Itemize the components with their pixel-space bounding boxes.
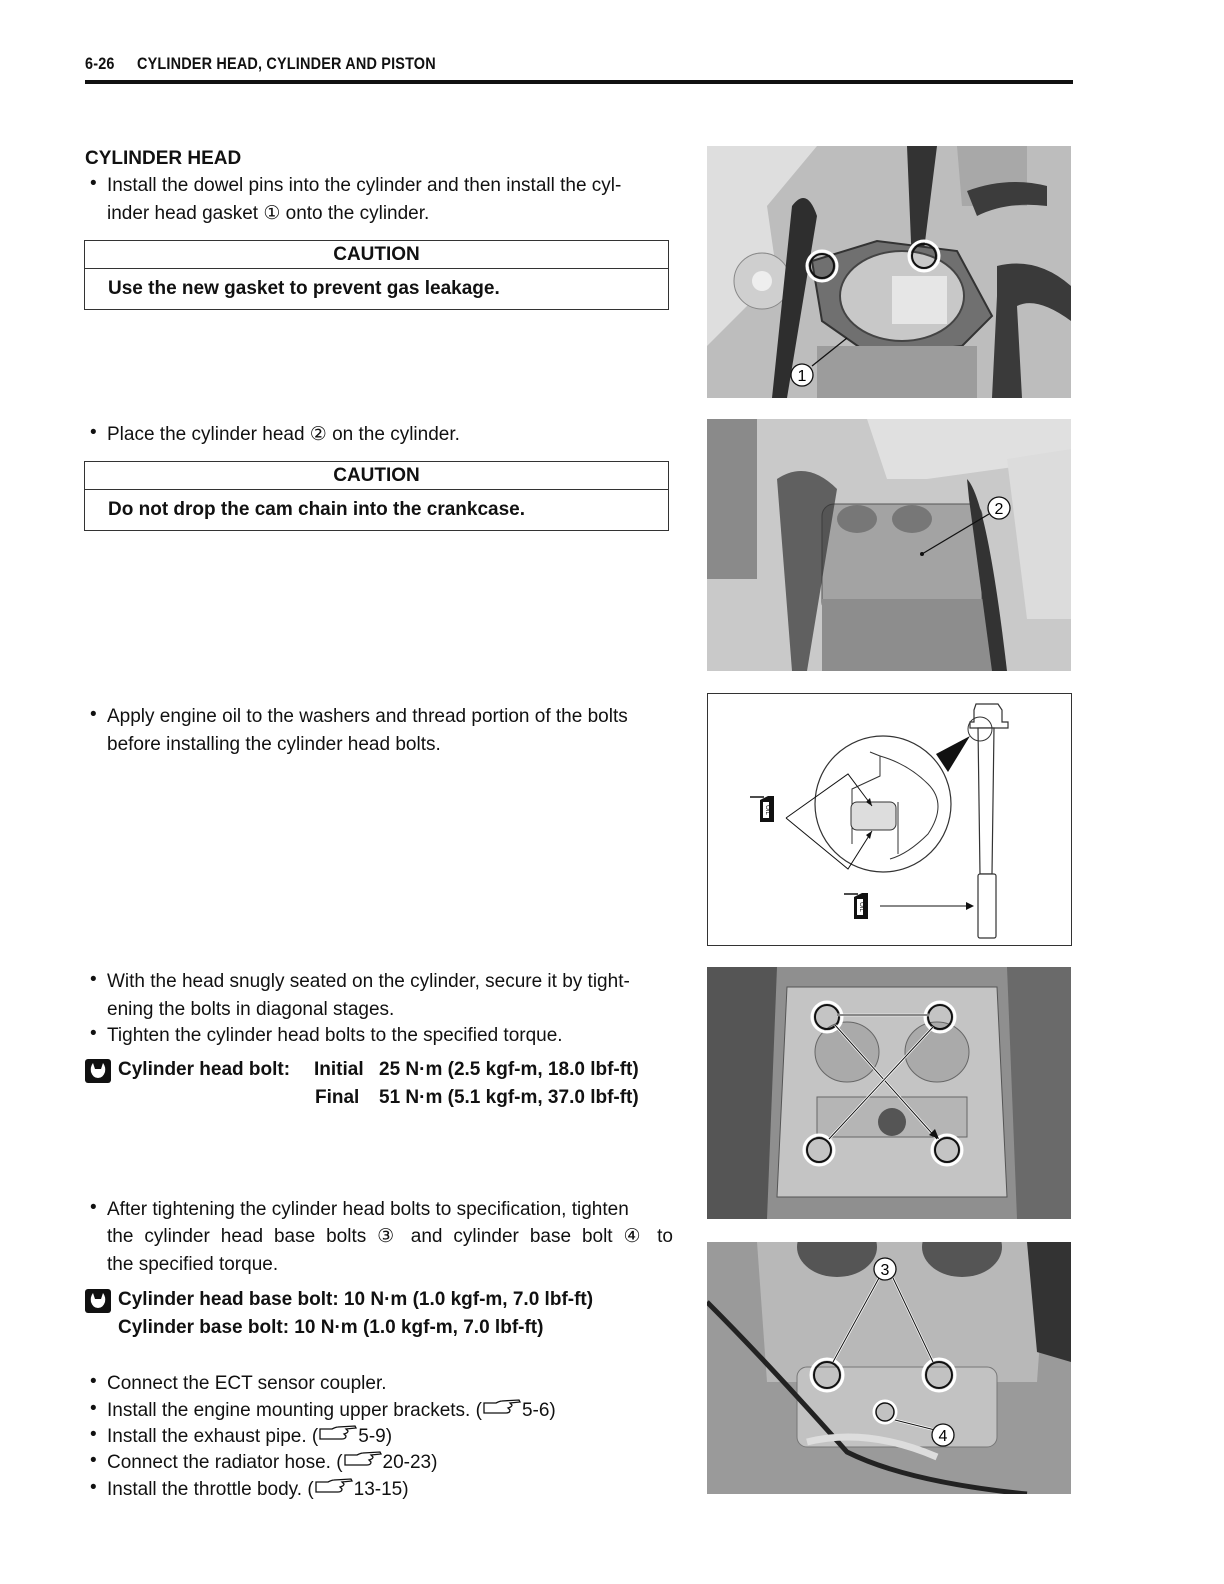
reference-hand-icon <box>482 1397 522 1424</box>
spec-line: Cylinder head base bolt: 10 N·m (1.0 kgf-m, 7.0 lbf-ft) <box>118 1289 594 1310</box>
svg-text:OIL: OIL <box>764 805 770 815</box>
spec-initial-label: Initial <box>314 1059 364 1080</box>
step-text: before installing the cylinder head bolts. <box>107 734 441 755</box>
diagram-bolt-oil <box>707 693 1072 946</box>
bullet: • <box>90 1424 97 1445</box>
step-text: the specified torque. <box>107 1254 279 1275</box>
spec-line: Cylinder base bolt: 10 N·m (1.0 kgf-m, 7.0 lbf-ft) <box>118 1317 544 1338</box>
bullet: • <box>90 969 97 990</box>
spec-final-value: 51 N·m (5.1 kgf-m, 37.0 lbf-ft) <box>379 1087 639 1108</box>
reference-link[interactable]: 5-6) <box>521 1400 556 1421</box>
section-title: CYLINDER HEAD <box>85 148 242 169</box>
bullet: • <box>90 1023 97 1044</box>
spec-final-label: Final <box>315 1087 360 1108</box>
caution-box <box>84 461 669 531</box>
caution-box <box>84 240 669 310</box>
step-text: With the head snugly seated on the cylinder, secure it by tight- <box>107 971 630 992</box>
reference-hand-icon <box>314 1476 354 1503</box>
photo-base-bolts <box>707 1242 1071 1494</box>
callout-3: 3 <box>880 1262 890 1279</box>
caution-title: CAUTION <box>85 462 668 490</box>
reference-link[interactable]: 20-23) <box>382 1452 438 1473</box>
caution-text: Do not drop the cam chain into the crankcase. <box>108 499 526 520</box>
step-text-with-ref <box>107 1476 673 1503</box>
bullet: • <box>90 1450 97 1471</box>
bullet: • <box>90 1398 97 1419</box>
callout-4: 4 <box>938 1428 948 1445</box>
page-header <box>85 52 1073 84</box>
bullet: • <box>90 1371 97 1392</box>
bullet: • <box>90 1477 97 1498</box>
step-text-with-ref <box>107 1397 673 1424</box>
spec-initial-value: 25 N·m (2.5 kgf-m, 18.0 lbf-ft) <box>379 1059 639 1080</box>
bullet: • <box>90 173 97 194</box>
step-text: After tightening the cylinder head bolts to specification, tighten <box>107 1199 629 1220</box>
step-text: Connect the ECT sensor coupler. <box>107 1373 387 1394</box>
step-text-with-ref <box>107 1449 673 1476</box>
callout-1: 1 <box>797 368 807 385</box>
svg-text:OIL: OIL <box>858 902 864 912</box>
step-text: Connect the radiator hose. ( <box>107 1452 343 1473</box>
photo-head-bolt-pattern <box>707 967 1071 1219</box>
caution-text: Use the new gasket to prevent gas leakage. <box>108 278 500 299</box>
spec-label: Cylinder head bolt: <box>118 1059 291 1080</box>
photo-cylinder-gasket <box>707 146 1071 398</box>
step-text-with-ref <box>107 1423 673 1450</box>
callout-2: 2 <box>994 501 1004 518</box>
step-text: Tighten the cylinder head bolts to the specified torque. <box>107 1025 563 1046</box>
bullet: • <box>90 1197 97 1218</box>
oil-can-icon <box>844 893 868 919</box>
page-header-title: CYLINDER HEAD, CYLINDER AND PISTON <box>137 54 436 73</box>
reference-hand-icon <box>318 1423 358 1450</box>
bullet: • <box>90 704 97 725</box>
oil-can-icon <box>750 796 774 822</box>
step-text: Install the throttle body. ( <box>107 1479 314 1500</box>
step-text: Place the cylinder head ② on the cylinder. <box>107 424 460 445</box>
step-text: Apply engine oil to the washers and thread portion of the bolts <box>107 706 628 727</box>
step-text: the cylinder head base bolts ③ and cylinder base bolt ④ to <box>107 1226 673 1247</box>
step-text: inder head gasket ① onto the cylinder. <box>107 203 430 224</box>
step-text: Install the exhaust pipe. ( <box>107 1426 319 1447</box>
reference-link[interactable]: 5-9) <box>358 1426 393 1447</box>
step-text: ening the bolts in diagonal stages. <box>107 999 395 1020</box>
reference-hand-icon <box>343 1449 383 1476</box>
caution-title: CAUTION <box>85 241 668 269</box>
bullet: • <box>90 422 97 443</box>
reference-link[interactable]: 13-15) <box>353 1479 409 1500</box>
torque-wrench-icon <box>85 1289 111 1313</box>
photo-cylinder-head <box>707 419 1071 671</box>
page-number: 6-26 <box>85 54 115 73</box>
step-text: Install the engine mounting upper brackets. ( <box>107 1400 482 1421</box>
torque-wrench-icon <box>85 1059 111 1083</box>
step-text: Install the dowel pins into the cylinder and then install the cyl- <box>107 175 622 196</box>
